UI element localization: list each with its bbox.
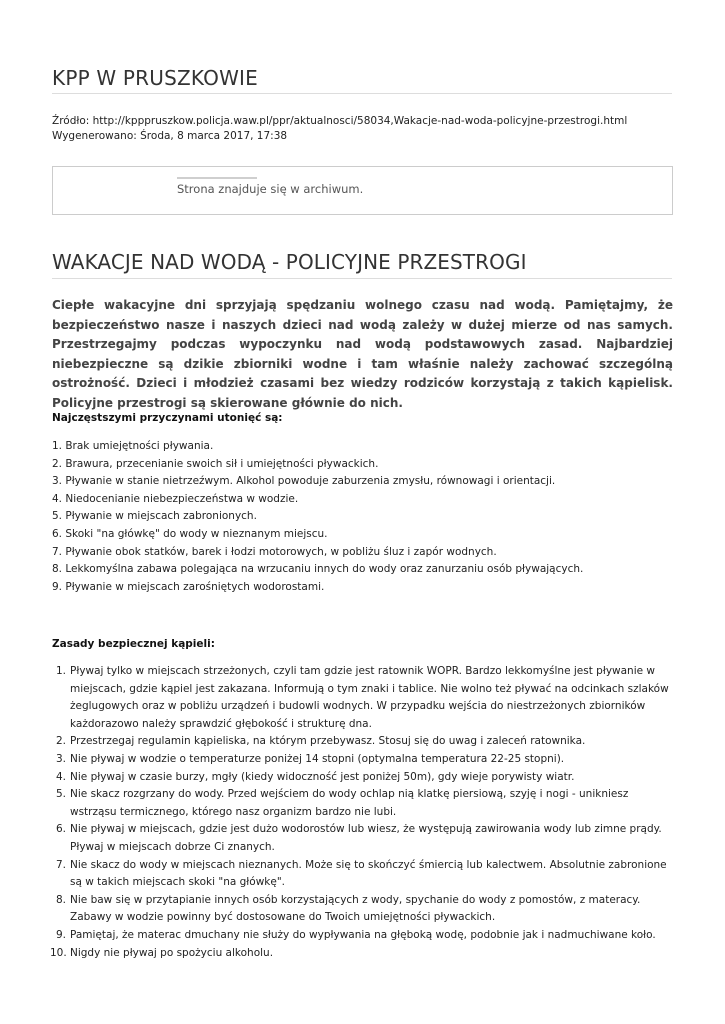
list-text: Pływaj tylko w miejscach strzeżonych, czyli tam gdzie jest ratownik WOPR. Bardzo lekkomyślne jest pływanie w miejscach, gdzie kąpiel jest zakazana. Informują o tym znaki i tablice. Nie wolno też pływać na odcinkach szlaków żeglugowych oraz w pobliżu urządzeń i budowli wodnych. W przypadku wejścia do niestrzeżonych zbiorników każdorazowo należy sprawdzić głębokość i strukturę dna. — [70, 665, 669, 730]
document-meta — [52, 114, 627, 144]
article-title: WAKACJE NAD WODĄ - POLICYJNE PRZESTROGI — [52, 250, 527, 274]
list-text: Przestrzegaj regulamin kąpieliska, na którym przebywasz. Stosuj się do uwag i zaleceń ratownika. — [70, 735, 586, 748]
article-title-divider — [52, 278, 672, 279]
list-number: 6. — [55, 823, 66, 836]
list-item: 5. Pływanie w miejscach zabronionych. — [52, 510, 257, 523]
generated-line: Wygenerowano: Środa, 8 marca 2017, 17:38 — [52, 130, 288, 142]
list-text: Nie skacz do wody w miejscach nieznanych. Może się to skończyć śmiercią lub kalectwem. Absolutnie zabronione są w takich miejscach skoki "na główkę". — [70, 858, 667, 889]
list-text: Pamiętaj, że materac dmuchany nie służy do wypływania na głęboką wodę, podobnie jak i nadmuchiwane koło. — [70, 928, 656, 941]
list-item — [52, 769, 672, 787]
list-item — [52, 733, 672, 751]
source-line: Źródło: http://kpppruszkow.policja.waw.pl/ppr/aktualnosci/58034,Wakacje-nad-woda-policyjne-przestrogi.html — [52, 115, 628, 127]
archive-notice-box — [52, 166, 673, 215]
list-number: 10. — [50, 946, 67, 959]
site-title: KPP W PRUSZKOWIE — [52, 66, 258, 90]
list-item — [52, 751, 672, 769]
list-item — [52, 663, 672, 733]
list-item — [52, 786, 672, 821]
list-number: 4. — [55, 770, 66, 783]
list-item: 3. Pływanie w stanie nietrzeźwym. Alkohol powoduje zaburzenia zmysłu, równowagi i orientacji. — [52, 475, 556, 488]
list-text: Nie skacz rozgrzany do wody. Przed wejściem do wody ochlap nią klatkę piersiową, szyję i nogi - unikniesz wstrząsu termicznego, którego nasz organizm bardzo nie lubi. — [70, 788, 629, 818]
list-item: 9. Pływanie w miejscach zarośniętych wodorostami. — [52, 580, 325, 593]
list-number: 9. — [55, 928, 66, 941]
list-item: 4. Niedocenianie niebezpieczeństwa w wodzie. — [52, 492, 299, 505]
list-item — [52, 945, 672, 963]
list-number: 8. — [55, 893, 66, 906]
archive-tab-marker — [177, 177, 257, 179]
list-number: 5. — [55, 788, 66, 801]
list-text: Nie pływaj w czasie burzy, mgły (kiedy widoczność jest poniżej 50m), gdy wieje porywisty wiatr. — [70, 770, 575, 783]
list-item: 1. Brak umiejętności pływania. — [52, 440, 214, 452]
list-text: Nigdy nie pływaj po spożyciu alkoholu. — [70, 946, 274, 959]
rules-list — [52, 663, 672, 962]
list-item — [52, 927, 672, 945]
list-text: Nie pływaj w wodzie o temperaturze poniżej 14 stopni (optymalna temperatura 22-25 stopni). — [70, 752, 565, 765]
list-text: Nie baw się w przytapianie innych osób korzystających z wody, spychanie do wody z pomostów, z materacy. Zabawy w wodzie powinny być dostosowane do Twoich umiejętności pływackich. — [70, 893, 641, 924]
causes-list — [52, 438, 672, 596]
list-number: 2. — [55, 735, 66, 748]
list-item — [52, 892, 672, 927]
list-item: 7. Pływanie obok statków, barek i łodzi motorowych, w pobliżu śluz i zapór wodnych. — [52, 545, 497, 558]
list-item: 2. Brawura, przecenianie swoich sił i umiejętności pływackich. — [52, 457, 379, 470]
list-item: 6. Skoki "na główkę" do wody w nieznanym miejscu. — [52, 527, 328, 540]
article-lead: Ciepłe wakacyjne dni sprzyjają spędzaniu wolnego czasu nad wodą. Pamiętajmy, że bezpieczeństwo nasze i naszych dzieci nad wodą zależy w dużej mierze od nas samych. Przestrzegajmy podczas wypoczynku nad wodą podstawowych zasad. Najbardziej niebezpieczne są dzikie zbiorniki wodne i tam właśnie należy zachować szczególną ostrożność. Dzieci i młodzież czasami bez wiedzy rodziców korzystają z takich kąpielisk. Policyjne przestrogi są skierowane głównie do nich. — [52, 298, 673, 410]
list-item — [52, 857, 672, 892]
list-number: 1. — [55, 665, 66, 677]
causes-heading: Najczęstszymi przyczynami utonięć są: — [52, 412, 283, 424]
rules-heading: Zasady bezpiecznej kąpieli: — [52, 638, 215, 650]
archive-notice: Strona znajduje się w archiwum. — [177, 182, 364, 196]
list-text: Nie pływaj w miejscach, gdzie jest dużo wodorostów lub wiesz, że występują zawirowania wody lub zimne prądy. Pływaj w miejscach dobrze Ci znanych. — [70, 823, 662, 853]
list-item: 8. Lekkomyślna zabawa polegająca na wrzucaniu innych do wody oraz zanurzaniu osób pływających. — [52, 563, 584, 576]
list-number: 3. — [55, 752, 66, 765]
title-divider — [52, 93, 672, 94]
list-number: 7. — [55, 858, 66, 871]
list-item — [52, 821, 672, 856]
